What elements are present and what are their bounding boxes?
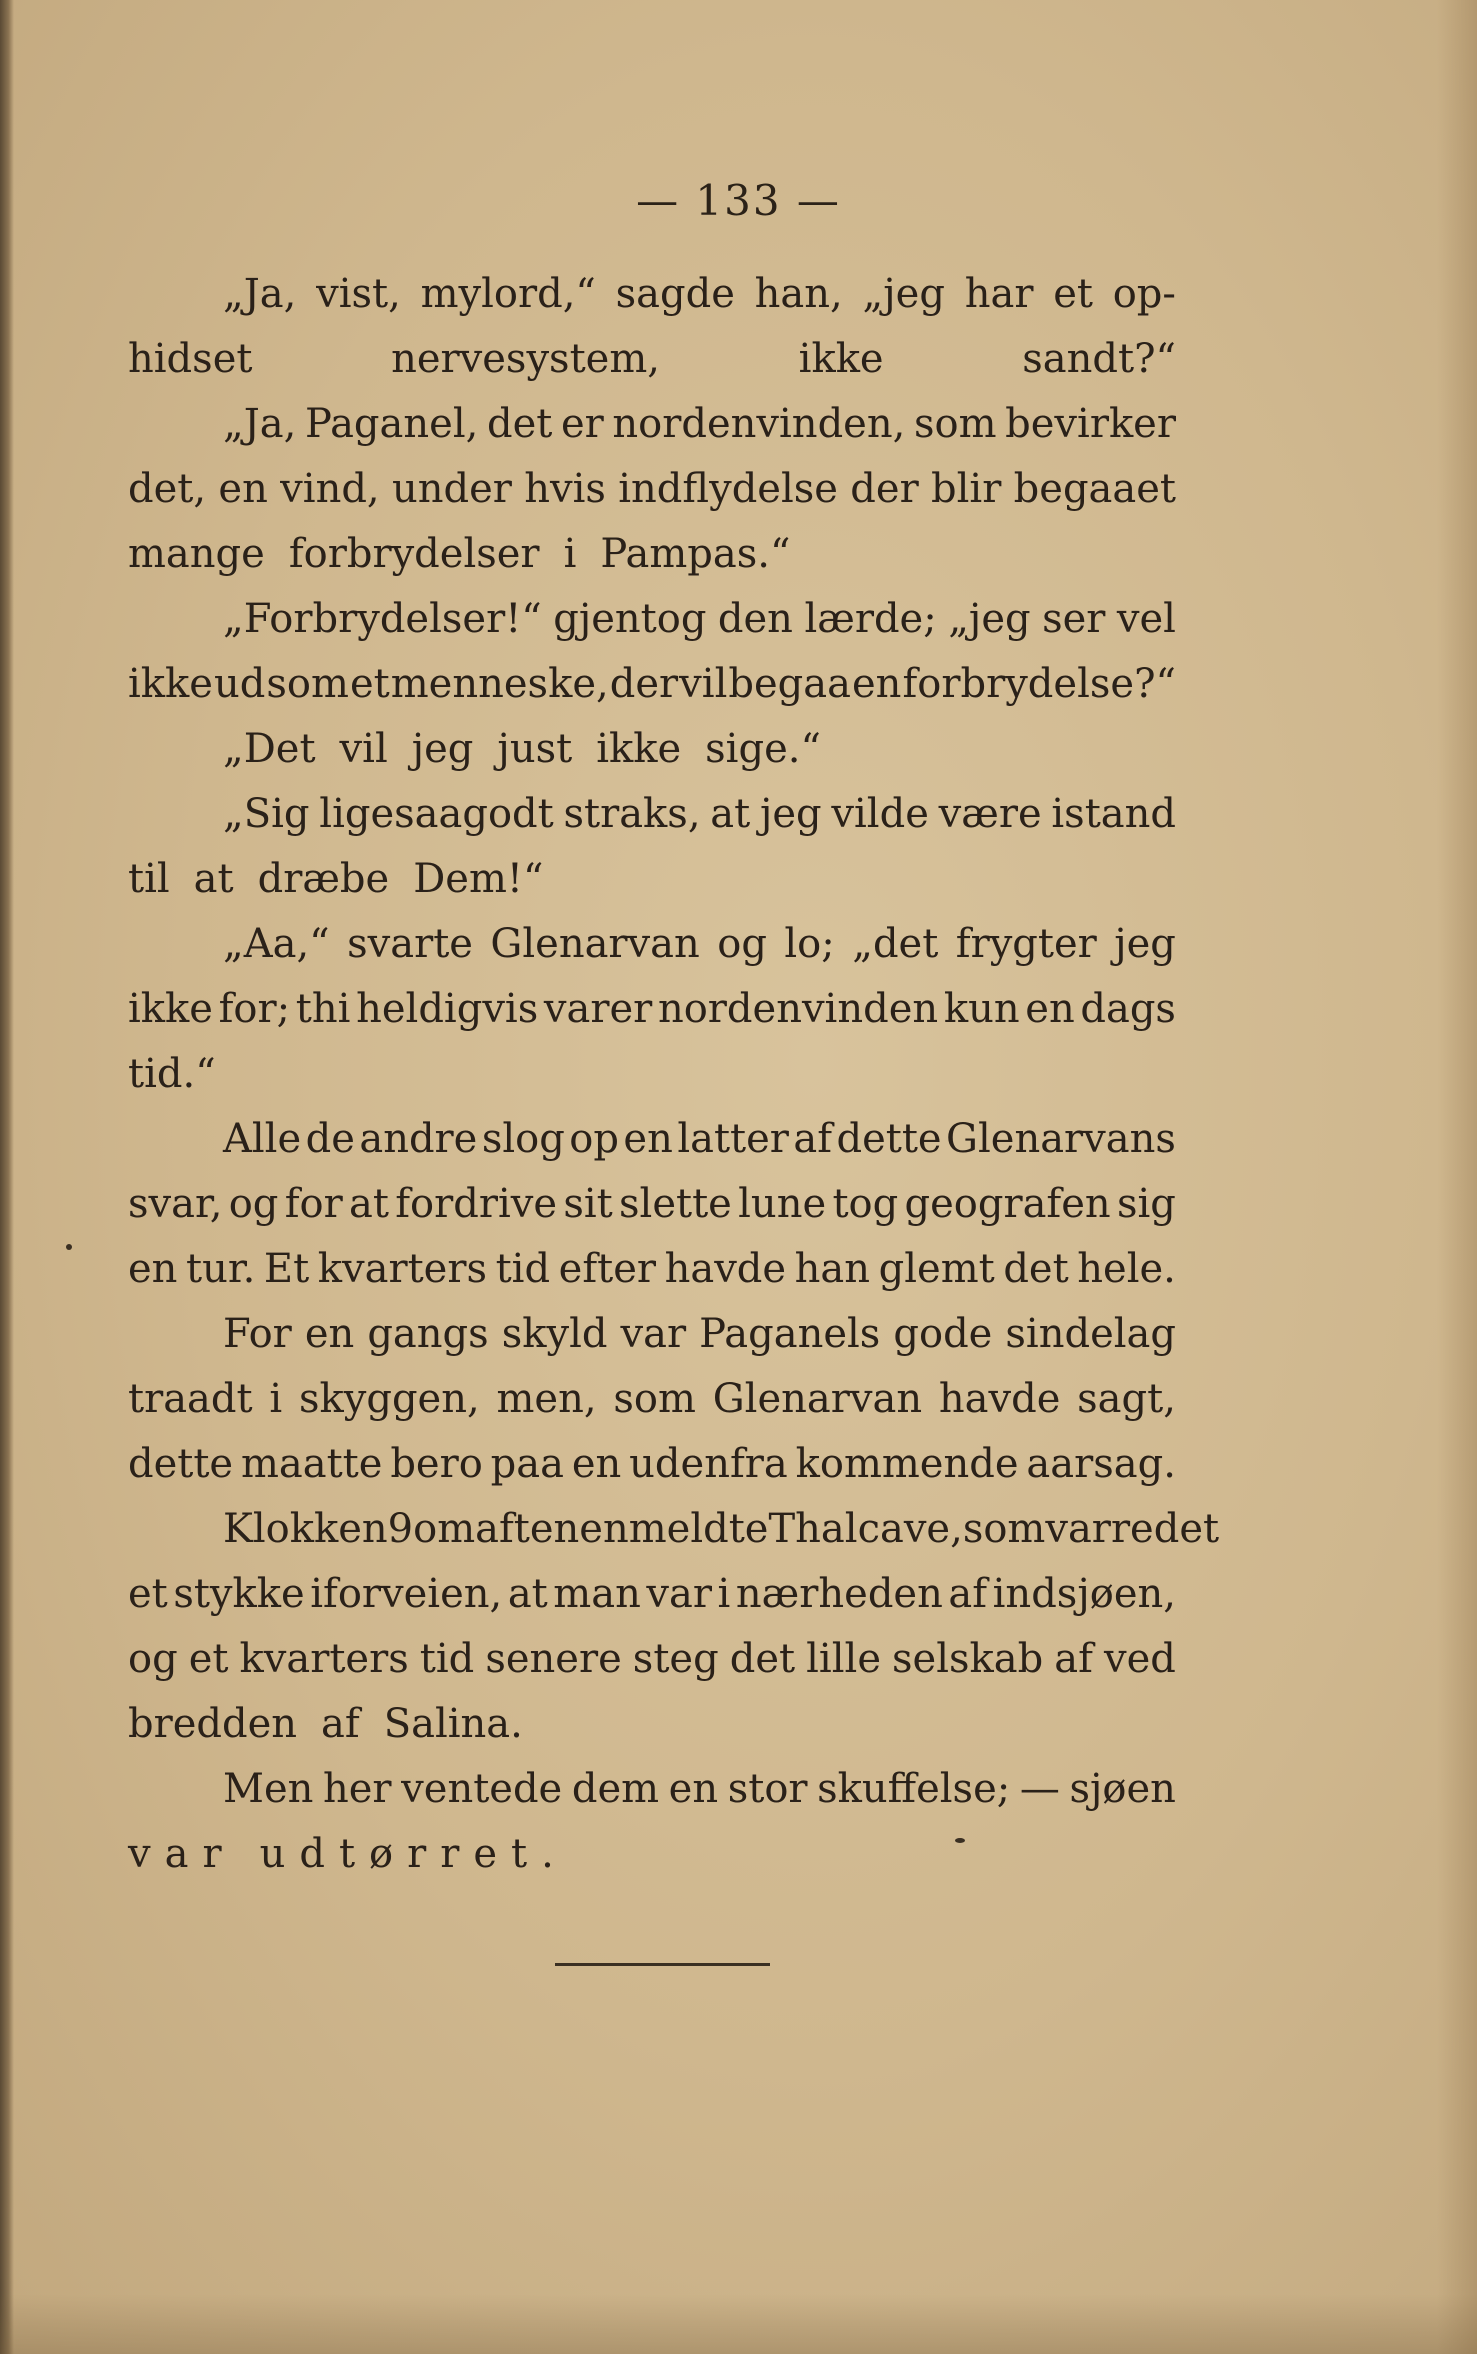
text-line: og et kvarters tid senere steg det lille selskab af ved (128, 1636, 1176, 1682)
text-line: Men her ventede dem en stor skuffelse; — sjøen (223, 1766, 1176, 1812)
page-spine-shadow (0, 0, 14, 2354)
text-line: „Ja, vist, mylord,“ sagde han, „jeg har et op- (223, 271, 1176, 317)
text-line: dette maatte bero paa en udenfra kommende aarsag. (128, 1441, 1176, 1487)
text-line: bredden af Salina. (128, 1701, 523, 1747)
text-line: ikke ud som et menneske, der vil begaa en forbrydelse?“ (128, 661, 1176, 707)
text-line: hidset nervesystem, ikke sandt?“ (128, 336, 1176, 382)
text-line: tid.“ (128, 1051, 216, 1097)
text-line: et stykke iforveien, at man var i nærheden af indsjøen, (128, 1571, 1176, 1617)
body-text (128, 262, 1220, 1887)
text-line: „Sig ligesaagodt straks, at jeg vilde være istand (223, 791, 1176, 837)
text-line: „Aa,“ svarte Glenarvan og lo; „det frygter jeg (223, 921, 1176, 967)
text-line: „Det vil jeg just ikke sige.“ (223, 726, 821, 772)
text-line: Alle de andre slog op en latter af dette Glenarvans (223, 1116, 1176, 1162)
text-line: til at dræbe Dem!“ (128, 856, 544, 902)
text-line: Klokken 9 om aftenen meldte Thalcave, som var redet (223, 1506, 1220, 1552)
text-line: For en gangs skyld var Paganels gode sindelag (223, 1311, 1176, 1357)
ink-speck (66, 1244, 72, 1250)
text-line: ikke for; thi heldigvis varer nordenvinden kun en dags (128, 986, 1176, 1032)
text-line: en tur. Et kvarters tid efter havde han glemt det hele. (128, 1246, 1176, 1292)
end-rule (555, 1963, 770, 1966)
text-line: det, en vind, under hvis indflydelse der blir begaaet (128, 466, 1176, 512)
text-line: var udtørret. (128, 1831, 568, 1877)
text-line: mange forbrydelser i Pampas.“ (128, 531, 791, 577)
text-line: svar, og for at fordrive sit slette lune tog geografen sig (128, 1181, 1176, 1227)
page-edge-shadow (1437, 0, 1477, 2354)
text-line: „Forbrydelser!“ gjentog den lærde; „jeg ser vel (223, 596, 1176, 642)
page-number: — 133 — (636, 176, 841, 225)
ink-speck (955, 1838, 965, 1843)
page-bottom-shadow (0, 2294, 1477, 2354)
text-line: „Ja, Paganel, det er nordenvinden, som bevirker (223, 401, 1176, 447)
text-line: traadt i skyggen, men, som Glenarvan havde sagt, (128, 1376, 1176, 1422)
